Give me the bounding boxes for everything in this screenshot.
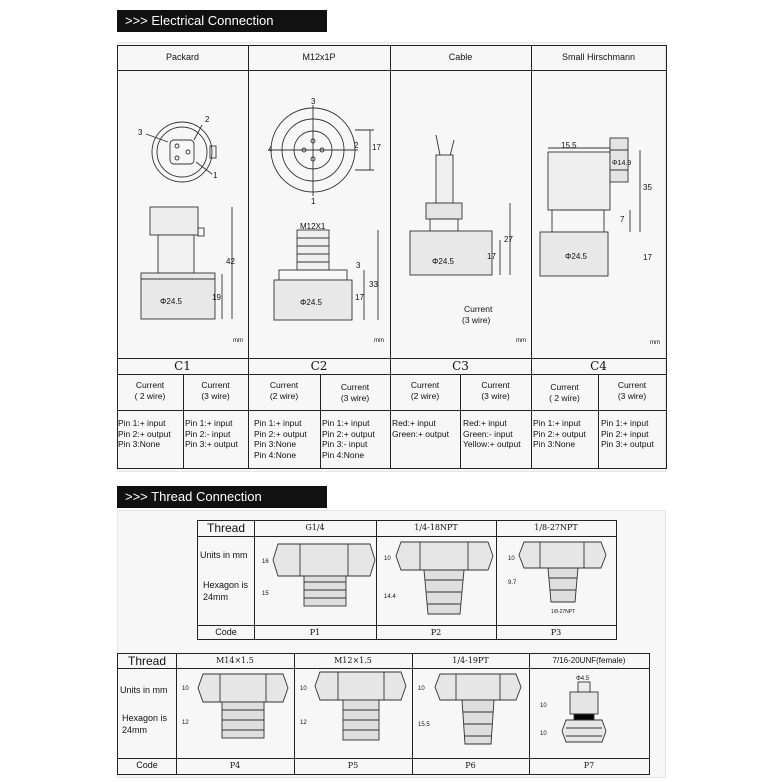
thread-p7-name: 7/16-20UNF(female): [552, 656, 626, 665]
cable-note: Current: [464, 304, 493, 314]
m12-pin-label: 2: [354, 141, 359, 150]
fitting-p2: [396, 542, 493, 614]
packard-pin-label: 1: [213, 171, 218, 180]
pin-line: Pin 1:+ input: [601, 418, 649, 428]
fitting-dim-label: 12: [182, 720, 189, 726]
c4-sub2-label: Current (3 wire): [617, 380, 647, 401]
code-p5: P5: [347, 761, 359, 770]
pin-line: Pin 2:- input: [185, 428, 231, 439]
units-note: Units in mm: [120, 685, 168, 695]
c2-sub1-label: Current (2 wire): [269, 380, 299, 401]
pin-line: Pin 4:None: [322, 449, 365, 460]
fitting-p7: [562, 682, 606, 742]
pin-line: Pin 3:None: [254, 439, 297, 449]
hirschmann-dim-label: 7: [620, 215, 625, 224]
fitting-dim-label: 10: [540, 731, 547, 737]
electrical-connection-header: >>> Electrical Connection: [117, 10, 327, 32]
fitting-p6: [435, 674, 521, 744]
fitting-dim-label: 15: [262, 591, 269, 597]
m12-dim-label: 17: [372, 143, 381, 152]
code-p4: P4: [229, 761, 241, 770]
pin-line: Pin 3:None: [118, 439, 161, 449]
thread-connection-header: >>> Thread Connection: [117, 486, 327, 508]
pin-line: Pin 2:+ output: [322, 428, 375, 439]
code-p1: P1: [309, 628, 321, 637]
unit-label: mm: [516, 338, 526, 344]
m12-dim-label: 17: [355, 293, 364, 302]
fitting-dim-label: 10: [384, 556, 391, 562]
fitting-dim-label: 1/8-27NPT: [551, 609, 576, 615]
hirschmann-dim-label: 15.5: [561, 141, 577, 150]
packard-dim-label: 42: [226, 257, 235, 266]
c3-sub2-label: Current (3 wire): [481, 380, 510, 401]
fitting-dim-label: 10: [182, 686, 189, 692]
unit-label: mm: [233, 338, 243, 344]
m12-pin-label: 1: [311, 197, 316, 206]
code-p7: P7: [583, 761, 595, 770]
fitting-dim-label: 15.5: [418, 722, 430, 728]
cable-dim-label: 27: [504, 235, 513, 244]
packard-dia-label: Φ24.5: [160, 297, 182, 306]
thread-p1-name: G1/4: [305, 523, 325, 532]
code-label: Code: [136, 760, 158, 770]
code-p2: P2: [430, 628, 442, 637]
fitting-dim-label: 10: [300, 686, 307, 692]
thread-p4-name: M14×1.5: [216, 656, 254, 665]
fitting-p3: [519, 542, 606, 602]
column-title-packard: Packard: [165, 52, 200, 62]
c3-sub1-label: Current (2 wire): [410, 380, 440, 401]
hirschmann-dim-label: Φ14.9: [612, 160, 632, 167]
thread-p5-name: M12×1.5: [334, 656, 372, 665]
thread-p6-name: 1/4-19PT: [452, 656, 489, 665]
m12-dim-label: 33: [369, 280, 378, 289]
fitting-dim-label: 10: [508, 556, 515, 562]
pin-line: Yellow:+ output: [463, 439, 521, 449]
hirschmann-dim-label: 35: [643, 183, 652, 192]
pin-line: Green:+ output: [392, 428, 449, 439]
pin-line: Pin 3:None: [533, 439, 576, 449]
thread-row2-label: Thread: [127, 654, 167, 668]
pin-line: Pin 4:None: [254, 449, 297, 460]
pin-line: Pin 3:- input: [322, 439, 368, 449]
fitting-dim-label: 10: [418, 686, 425, 692]
pin-line: Pin 1:+ input: [118, 418, 166, 428]
units-note: Units in mm: [200, 550, 248, 560]
pin-line: Green:- input: [463, 428, 513, 439]
hexagon-note: Hexagon is 24mm: [122, 713, 168, 735]
packard-pin-label: 2: [205, 115, 210, 124]
code-p3: P3: [550, 628, 562, 637]
hirschmann-dia-label: Φ24.5: [565, 252, 587, 261]
unit-label: mm: [650, 340, 660, 346]
thread-p3-name: 1/8-27NPT: [534, 523, 578, 532]
hexagon-note: Hexagon is 24mm: [203, 580, 249, 602]
c4-sub1-label: Current ( 2 wire): [549, 382, 580, 403]
code-c1: C1: [174, 359, 191, 373]
cable-note: (3 wire): [462, 315, 491, 325]
pin-line: Pin 1:+ input: [185, 418, 233, 428]
fitting-p5: [315, 672, 406, 740]
pin-line: Pin 2:+ output: [254, 428, 307, 439]
pin-line: Pin 1:+ input: [254, 418, 302, 428]
pin-line: Pin 1:+ input: [322, 418, 370, 428]
column-title-hirschmann: Small Hirschmann: [561, 52, 636, 62]
fitting-dim-label: 12: [300, 720, 307, 726]
column-title-m12: M12x1P: [302, 52, 336, 62]
fitting-p4: [198, 674, 288, 738]
code-c2: C2: [310, 359, 328, 373]
code-label: Code: [215, 627, 237, 637]
fitting-p1: [273, 544, 375, 606]
hirschmann-dim-label: 17: [643, 253, 652, 262]
m12-dim-label: 3: [356, 261, 361, 270]
packard-dim-label: 19: [212, 293, 221, 302]
m12-thread-label: M12X1: [300, 222, 326, 231]
column-title-cable: Cable: [448, 52, 473, 62]
pin-line: Pin 1:+ input: [533, 418, 581, 428]
pin-line: Pin 2:+ output: [533, 428, 586, 439]
fitting-dim-label: 10: [540, 703, 547, 709]
code-c4: C4: [590, 359, 607, 373]
fitting-dim-label: Φ4.5: [576, 676, 590, 682]
fitting-dim-label: 14.4: [384, 594, 396, 600]
cable-dia-label: Φ24.5: [432, 257, 454, 266]
thread-p2-name: 1/4-18NPT: [414, 523, 458, 532]
thread-row1-label: Thread: [206, 521, 246, 535]
cable-dim-label: 17: [487, 252, 496, 261]
packard-pin-label: 3: [138, 128, 143, 137]
c2-sub2-label: Current (3 wire): [340, 382, 370, 403]
fitting-dim-label: 9.7: [508, 580, 517, 586]
m12-pin-label: 4: [268, 145, 273, 154]
code-p6: P6: [465, 761, 476, 770]
pin-line: Red:+ input: [392, 418, 436, 428]
m12-pin-label: 3: [311, 97, 316, 106]
pin-line: Pin 2:+ input: [601, 428, 649, 439]
pin-line: Pin 3:+ output: [185, 439, 238, 449]
unit-label: mm: [374, 338, 384, 344]
c1-sub1-label: Current ( 2 wire): [134, 380, 166, 401]
c1-sub2-label: Current (3 wire): [201, 380, 230, 401]
pin-line: Pin 2:+ output: [118, 428, 171, 439]
pin-line: Pin 3:+ output: [601, 439, 654, 449]
code-c3: C3: [452, 359, 469, 373]
m12-dia-label: Φ24.5: [300, 298, 322, 307]
fitting-dim-label: 16: [262, 559, 269, 565]
pin-line: Red:+ input: [463, 418, 507, 428]
